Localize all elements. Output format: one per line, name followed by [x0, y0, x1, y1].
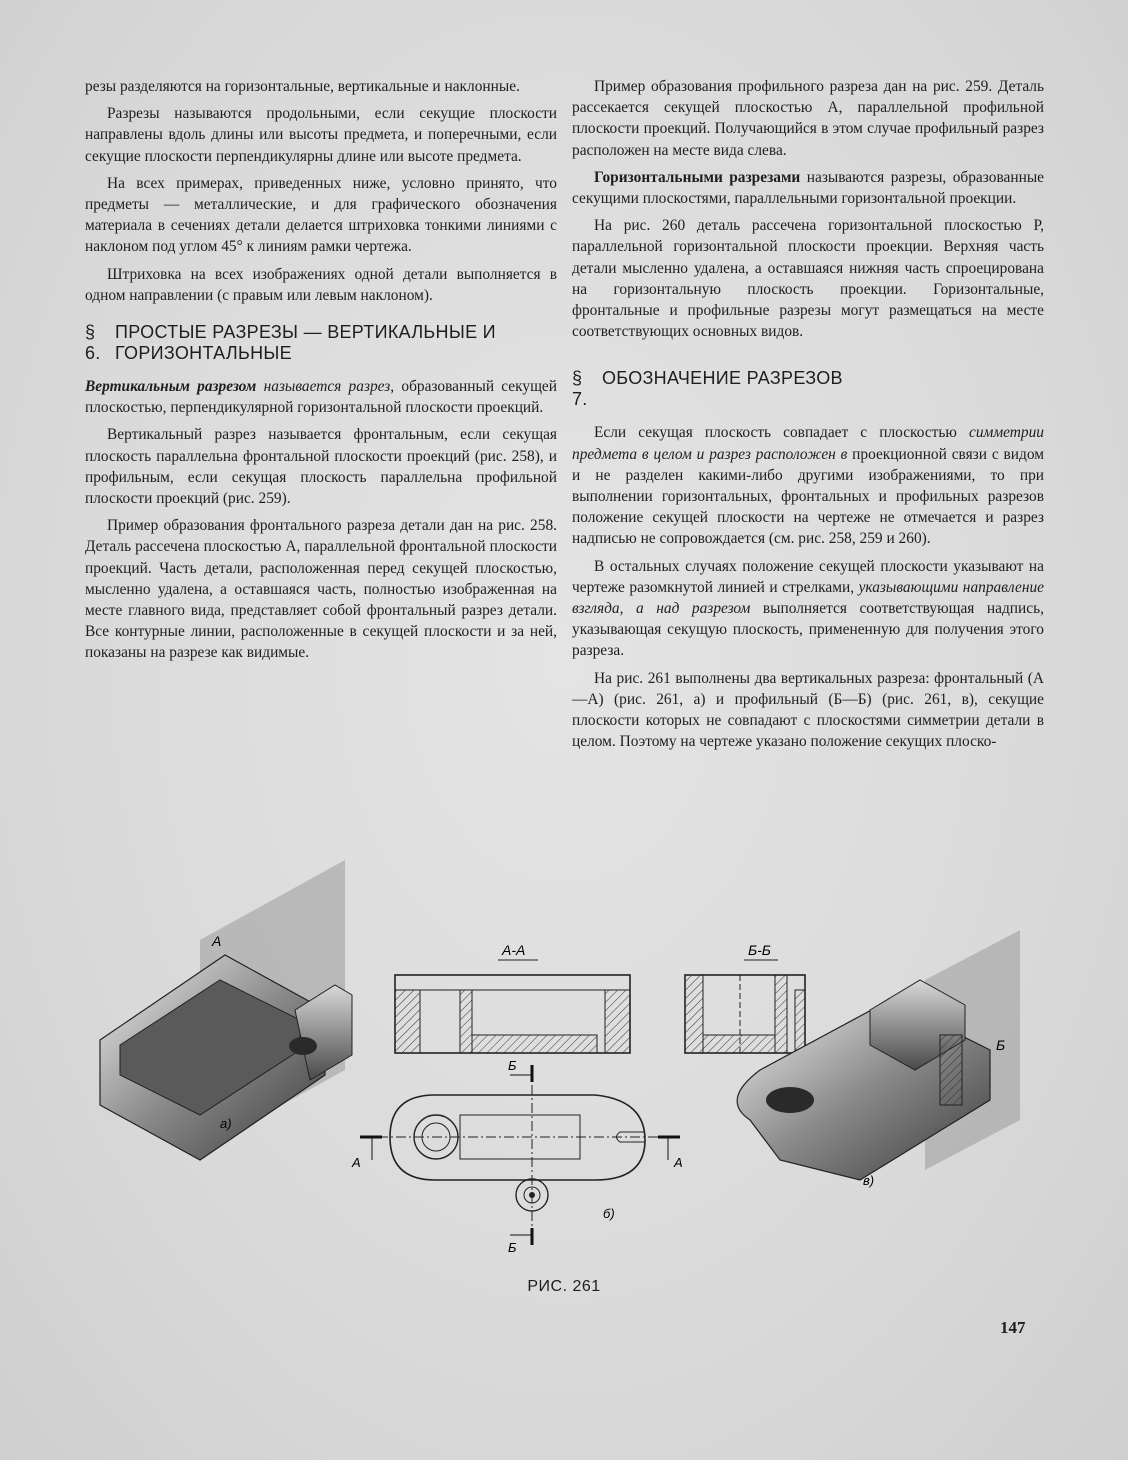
text: В остальных случаях положение секущей плоскости указывают на чертеже разомкнутой линией и стрелками,: [572, 557, 1044, 596]
section-hatch: [940, 1035, 962, 1105]
page-number: 147: [1000, 1318, 1026, 1337]
cut-label-a: А: [674, 1155, 683, 1170]
paragraph: Штриховка на всех изображениях одной детали выполняется в одном направлении (с правым или левым наклоном).: [85, 265, 557, 304]
section-label-BB: Б-Б: [748, 942, 771, 958]
hole: [289, 1037, 317, 1055]
cut-label-a: А: [352, 1155, 361, 1170]
sublabel-v: в): [863, 1173, 875, 1188]
isometric-view-v: [737, 930, 1020, 1188]
hatch-right: [605, 990, 630, 1053]
hatch-mid: [775, 975, 787, 1053]
text: выполняется соответствующая надпись, указывающая секущую плоскость, примененную для получения этого разреза.: [572, 600, 1044, 660]
hatch-bottom: [703, 1035, 775, 1053]
plane-label-b: Б: [996, 1037, 1006, 1053]
text: образованный секущей плоскостью, перпендикулярной горизонтальной плоскости проекций.: [85, 378, 558, 417]
paragraph: Пример образования профильного разреза дан на рис. 259. Деталь рассекается секущей плоскостью А, параллельной профильной плоскости проекций. Получающийся в этом случае профильный разрез расположен на месте вида слева.: [572, 78, 1044, 159]
boss-hole: [766, 1087, 814, 1113]
term: Вертикальным разрезом: [85, 378, 257, 396]
section-AA: [395, 942, 630, 1053]
section-number: § 6.: [85, 322, 101, 364]
paragraph: На рис. 260 деталь рассечена горизонтальной плоскостью Р, параллельной горизонтальной плоскости проекции. Верхняя часть детали мысленно удалена, а оставшаяся нижняя часть спроецирована на горизонтальную плоскость проекции. Горизонтальные, фронтальные и профильные разрезы могут размещаться на месте соответствующих основных видов.: [572, 217, 1044, 341]
section-number: § 7.: [572, 368, 588, 410]
section-heading-6: [85, 322, 557, 364]
plan-view-b: [351, 1058, 683, 1255]
paragraph: [85, 376, 557, 418]
paragraph: Вертикальный разрез называется фронтальным, если секущая плоскость параллельна фронтальной плоскости проекций (рис. 258), и профильным, если секущая плоскость параллельна профильной плоскости проекций (рис. 259).: [85, 426, 557, 508]
text: проекционной связи с видом и не разделен какими-либо другими изображениями, то при выполнении горизонтальных, фронтальных и профильных разрезов положение секущей плоскости на чертеже не отмечается и разрез надписью не сопровождается (см. рис. 258, 259 и 260).: [572, 445, 1044, 548]
hatch-right: [795, 990, 805, 1053]
italic-text: указывающими направление взгляда, а над разрезом: [572, 578, 1044, 618]
cut-label-b: Б: [508, 1240, 517, 1255]
paragraph: Пример образования фронтального разреза детали дан на рис. 258. Деталь рассечена плоскостью А, параллельной фронтальной плоскости проекций. Часть детали, расположенная перед секущей плоскостью, мысленно удалена, а оставшаяся часть, полностью изображенная на месте главного вида, представляет собой фронтальный разрез детали. Все контурные линии, расположенные в секущей плоскости и за ней, показаны на разрезе как видимые.: [85, 517, 557, 662]
text: называются разрезы, образованные секущими плоскостями, параллельными горизонтальной проекции.: [572, 168, 1044, 208]
italic-text: симметрии предмета в целом и разрез расположен в: [572, 424, 1044, 463]
hatch-left: [685, 975, 703, 1053]
paragraph: [572, 556, 1044, 662]
paragraph: На рис. 261 выполнены два вертикальных разреза: фронтальный (А—А) (рис. 261, а) и профильный (Б—Б) (рис. 261, в), секущие плоскости которых не совпадают с плоскостями симметрии детали в целом. Поэтому на чертеже указано положение секущих плоско-: [572, 669, 1044, 751]
section-title: ОБОЗНАЧЕНИЕ РАЗРЕЗОВ: [602, 368, 843, 389]
term: Горизонтальными разрезами: [594, 168, 801, 186]
paragraph: На всех примерах, приведенных ниже, условно принято, что предметы — металлические, и для графического обозначения материала в сечениях детали делается штриховка тонкими линиями с наклоном под углом 45° к линиям рамки чертежа.: [85, 174, 557, 256]
cut-label-b: Б: [508, 1058, 517, 1073]
hatch-bottom: [472, 1035, 597, 1053]
hatch-left: [395, 990, 420, 1053]
paragraph: Разрезы называются продольными, если секущие плоскости направлены вдоль длины или высоты предмета, и поперечными, если секущие плоскости перпендикулярны длине или высоте предмета.: [85, 105, 557, 165]
right-column: [572, 76, 1044, 758]
paragraph: резы разделяются на горизонтальные, вертикальные и наклонные.: [85, 78, 520, 95]
hatch-mid: [460, 990, 472, 1053]
italic-text: называется разрез,: [256, 378, 395, 396]
paragraph: [572, 422, 1044, 549]
paragraph: [572, 167, 1044, 209]
plane-label-a: А: [212, 933, 222, 949]
section-BB: [685, 942, 805, 1053]
figure-261: [60, 860, 1060, 1260]
sublabel-a: а): [220, 1116, 232, 1131]
sublabel-b: б): [603, 1206, 615, 1221]
section-heading-7: [572, 368, 1044, 410]
isometric-view-a: [100, 860, 352, 1160]
left-column: [85, 76, 557, 670]
section-title: ПРОСТЫЕ РАЗРЕЗЫ — ВЕРТИКАЛЬНЫЕ И ГОРИЗОНТАЛЬНЫЕ: [115, 322, 496, 364]
section-label-AA: А-А: [502, 942, 526, 958]
text: Если секущая плоскость совпадает с плоскостью: [594, 424, 969, 442]
figure-caption: РИС. 261: [527, 1278, 601, 1295]
